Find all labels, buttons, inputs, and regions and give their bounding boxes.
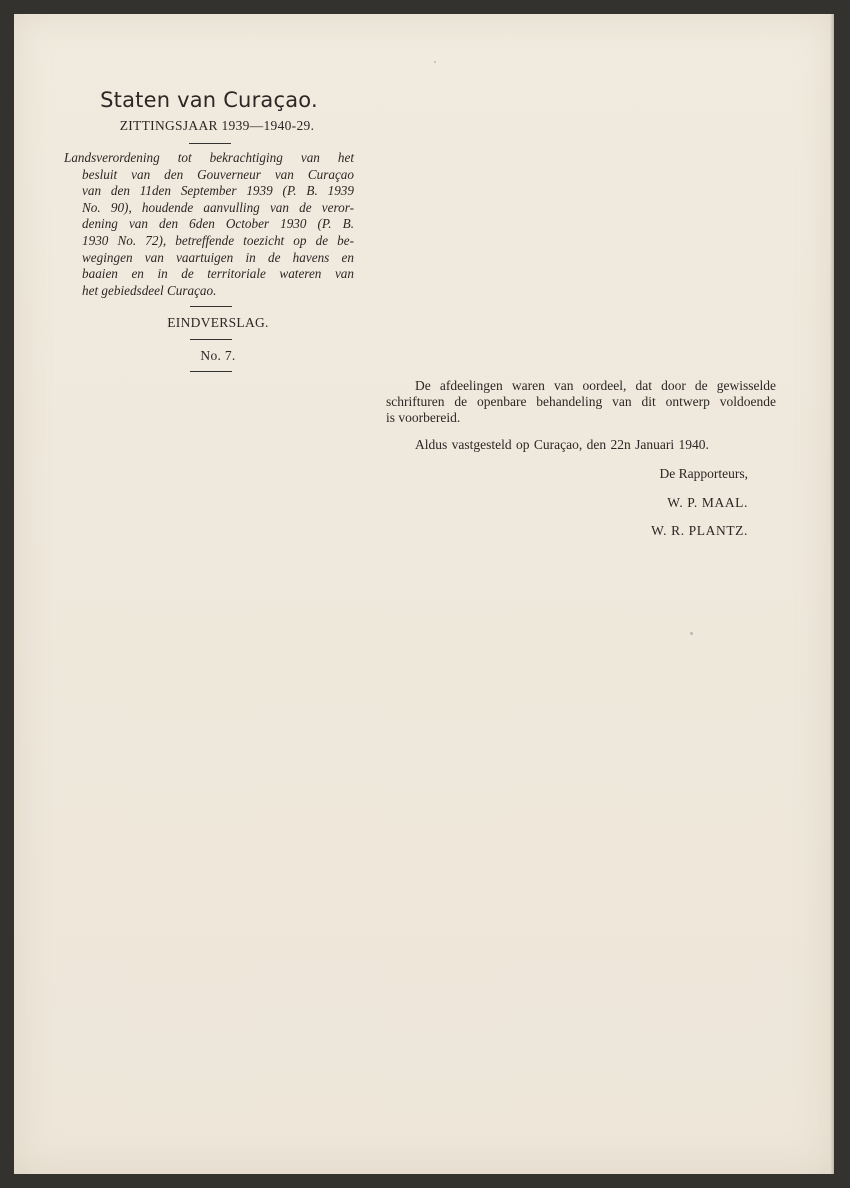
report-type: EINDVERSLAG.	[167, 315, 269, 331]
session-year: ZITTINGSJAAR 1939—1940-29.	[119, 118, 315, 133]
subject-line: van den 11den September 1939 (P. B. 1939	[82, 183, 354, 199]
body-line: is voorbereid.	[386, 409, 461, 425]
report-body	[386, 378, 776, 539]
paper-speck	[434, 61, 436, 63]
signatory: W. P. MAAL.	[667, 494, 748, 510]
paper-speck	[690, 632, 693, 635]
rapporteurs-label: De Rapporteurs,	[659, 466, 748, 482]
body-paragraph	[386, 378, 776, 425]
subject-line: baaien en in de territoriale wateren van	[82, 266, 354, 282]
signatory: W. R. PLANTZ.	[651, 522, 748, 538]
report-number: No. 7.	[200, 348, 236, 364]
subject-line: besluit van den Gouverneur van Curaçao	[82, 166, 354, 182]
page-title: Staten van Curaçao.	[100, 88, 318, 112]
divider	[189, 143, 231, 144]
adoption-line: Aldus vastgesteld op Curaçao, den 22n Januari 1940.	[415, 437, 709, 453]
divider	[190, 339, 232, 340]
document-header	[64, 86, 354, 372]
subject-description	[64, 150, 354, 299]
subject-line: 1930 No. 72), betreffende toezicht op de be-	[82, 232, 354, 248]
divider	[190, 306, 232, 307]
paper-edge	[830, 14, 834, 1174]
body-line: De afdeelingen waren van oordeel, dat door de gewisselde	[415, 378, 776, 393]
subject-line: dening van den 6den October 1930 (P. B.	[82, 216, 354, 232]
subject-line: wegingen van vaartuigen in de havens en	[82, 249, 354, 265]
subject-line: No. 90), houdende aanvulling van de veror-	[82, 199, 354, 215]
subject-line: Landsverordening tot bekrachtiging van het	[64, 150, 354, 165]
body-line: schrifturen de openbare behandeling van dit ontwerp voldoende	[386, 393, 776, 409]
divider	[190, 371, 232, 372]
subject-line: het gebiedsdeel Curaçao.	[82, 282, 217, 298]
